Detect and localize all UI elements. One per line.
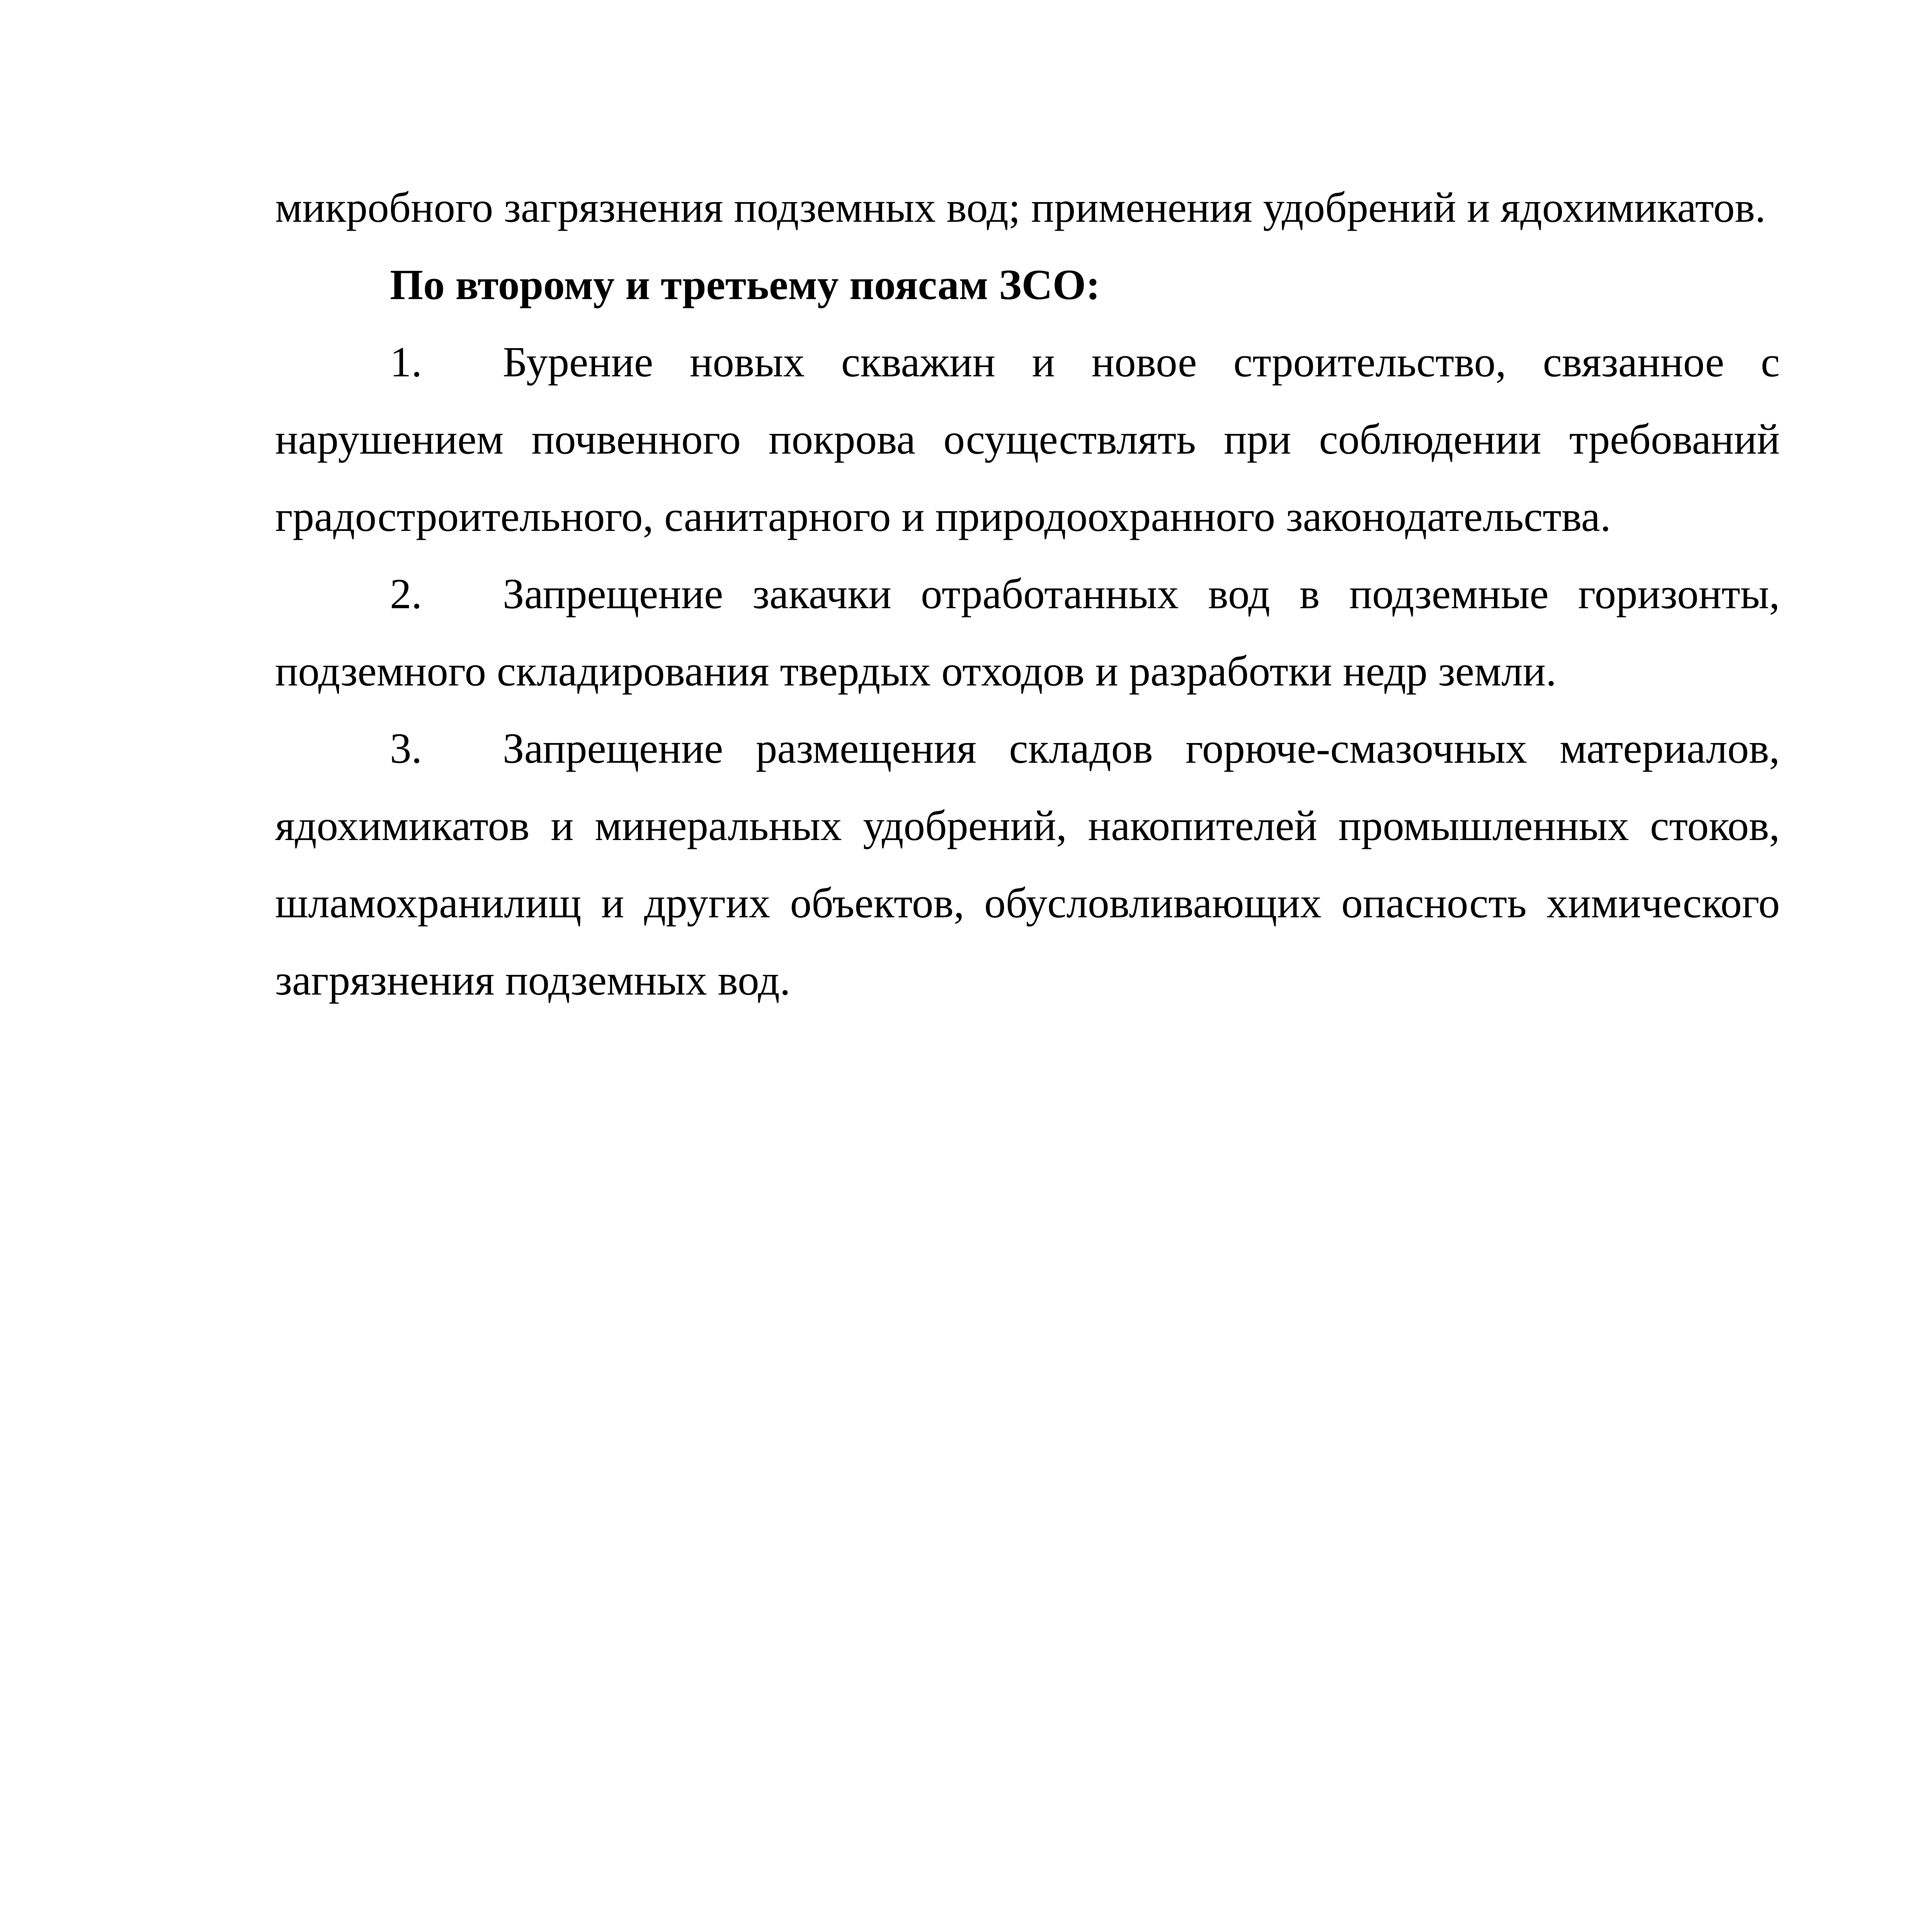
list-item-number: 2. [390,570,422,618]
continuation-paragraph: микробного загрязнения подземных вод; применения удобрений и ядохимикатов. [275,184,1766,231]
list-item-2 [275,556,1780,710]
list-item-text: Запрещение закачки отработанных вод в подземные горизонты, подземного складирования твердых отходов и разработки недр земли. [275,570,1780,695]
list-item-3 [275,710,1780,1019]
list-item-number: 3. [390,725,422,772]
section-heading: По второму и третьему поясам ЗСО: [390,261,1101,309]
list-item-1 [275,324,1780,556]
list-item-text: Бурение новых скважин и новое строительство, связанное с нарушением почвенного покрова осуществлять при соблюдении требований градостроительного, санитарного и природоохранного законодательства. [275,338,1780,541]
document-body [275,169,1780,1019]
list-item-text: Запрещение размещения складов горюче-смазочных материалов, ядохимикатов и минеральных удобрений, накопителей промышленных стоков, шламохранилищ и других объектов, обусловливающих опасность химического загрязнения подземных вод. [275,725,1780,1004]
list-item-number: 1. [390,338,422,386]
